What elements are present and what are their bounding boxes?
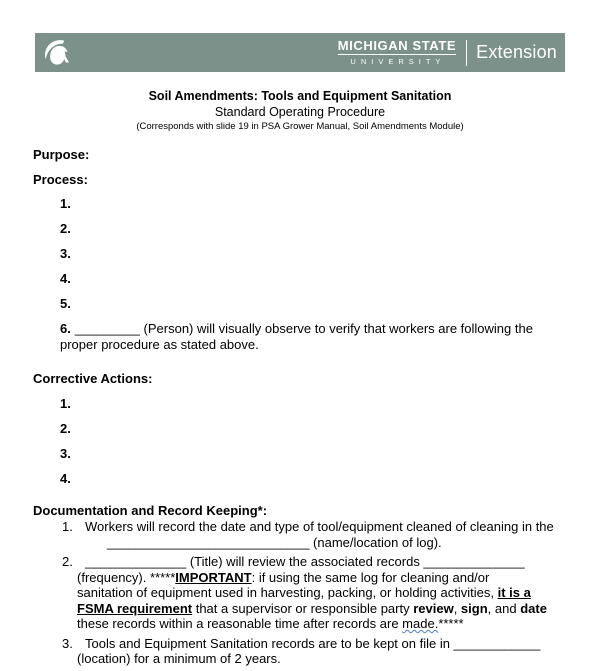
documentation-item-1 — [33, 519, 567, 550]
process-item-6 — [60, 321, 567, 352]
process-heading: Process: — [33, 171, 88, 187]
msu-extension-header — [35, 33, 565, 72]
document-title: Soil Amendments: Tools and Equipment Sanitation — [148, 89, 452, 103]
process-item-4: 4. — [60, 271, 71, 286]
doc-item-3-line1: 3. Tools and Equipment Sanitation records are to be kept on file in ____________ — [62, 635, 541, 651]
document-content — [0, 72, 600, 671]
fsma-emphasis-part2: FSMA requirement — [77, 600, 193, 616]
michigan-state-wordmark — [338, 39, 456, 66]
msu-wordmark — [338, 39, 565, 66]
process-item-6-number: 6. — [60, 321, 71, 336]
spellcheck-flagged-word: made. — [402, 616, 439, 631]
sign-emphasis: sign — [460, 600, 488, 616]
process-item-3: 3. — [60, 246, 71, 261]
process-item-5: 5. — [60, 296, 71, 311]
corrective-item-4: 4. — [60, 470, 71, 486]
doc-item-2-line2: (frequency). *****IMPORTANT: if using the same log for cleaning and/or — [77, 569, 490, 585]
fsma-emphasis-part1: it is a — [497, 585, 531, 600]
header-divider — [466, 40, 467, 66]
doc-item-2-line1: 2. ______________ (Title) will review the associated records ______________ — [62, 554, 525, 569]
doc-item-1-line1: 1. Workers will record the date and type of tool/equipment cleaned of cleaning in the — [62, 519, 554, 534]
extension-logotype: Extension — [476, 42, 557, 62]
corrective-actions-list — [60, 396, 567, 496]
spartan-helmet-icon — [42, 38, 72, 67]
wordmark-line2: UNIVERSITY — [350, 56, 446, 66]
documentation-list — [33, 519, 567, 667]
process-item-6-line2: proper procedure as stated above. — [60, 336, 259, 352]
document-note: (Corresponds with slide 19 in PSA Grower Manual, Soil Amendments Module) — [136, 121, 464, 132]
important-emphasis: IMPORTANT — [175, 569, 252, 585]
process-list — [60, 196, 567, 352]
documentation-item-3 — [33, 636, 567, 667]
doc-item-2-line5: these records within a reasonable time after records are made.***** — [77, 616, 464, 631]
corrective-item-1: 1. — [60, 395, 71, 411]
wordmark-line1: MICHIGAN STATE — [337, 38, 457, 54]
review-emphasis: review — [413, 600, 454, 616]
documentation-item-2 — [33, 554, 567, 632]
process-item-6-line1: 6. _________ (Person) will visually observe to verify that workers are following the — [60, 321, 533, 336]
doc-item-2-line4: FSMA requirement that a supervisor or responsible party review, sign, and date — [77, 600, 547, 616]
doc-item-2-number: 2. — [62, 554, 73, 569]
document-subtitle: Standard Operating Procedure — [214, 105, 386, 119]
date-emphasis: date — [520, 600, 547, 616]
purpose-heading: Purpose: — [33, 147, 90, 162]
corrective-item-3: 3. — [60, 445, 71, 461]
doc-item-3-number: 3. — [62, 635, 73, 651]
process-item-2: 2. — [60, 221, 71, 236]
corrective-item-2: 2. — [60, 420, 71, 436]
documentation-heading: Documentation and Record Keeping*: — [33, 502, 268, 518]
process-item-1: 1. — [60, 196, 71, 211]
doc-item-1-line2: ____________________________ (name/location of log). — [107, 534, 442, 550]
doc-item-3-line2: (location) for a minimum of 2 years. — [77, 651, 281, 666]
doc-item-1-number: 1. — [62, 519, 73, 534]
corrective-actions-heading: Corrective Actions: — [33, 371, 153, 386]
doc-item-2-line3: sanitation of equipment used in harvesting, packing, or holding activities, it is a — [77, 585, 531, 600]
